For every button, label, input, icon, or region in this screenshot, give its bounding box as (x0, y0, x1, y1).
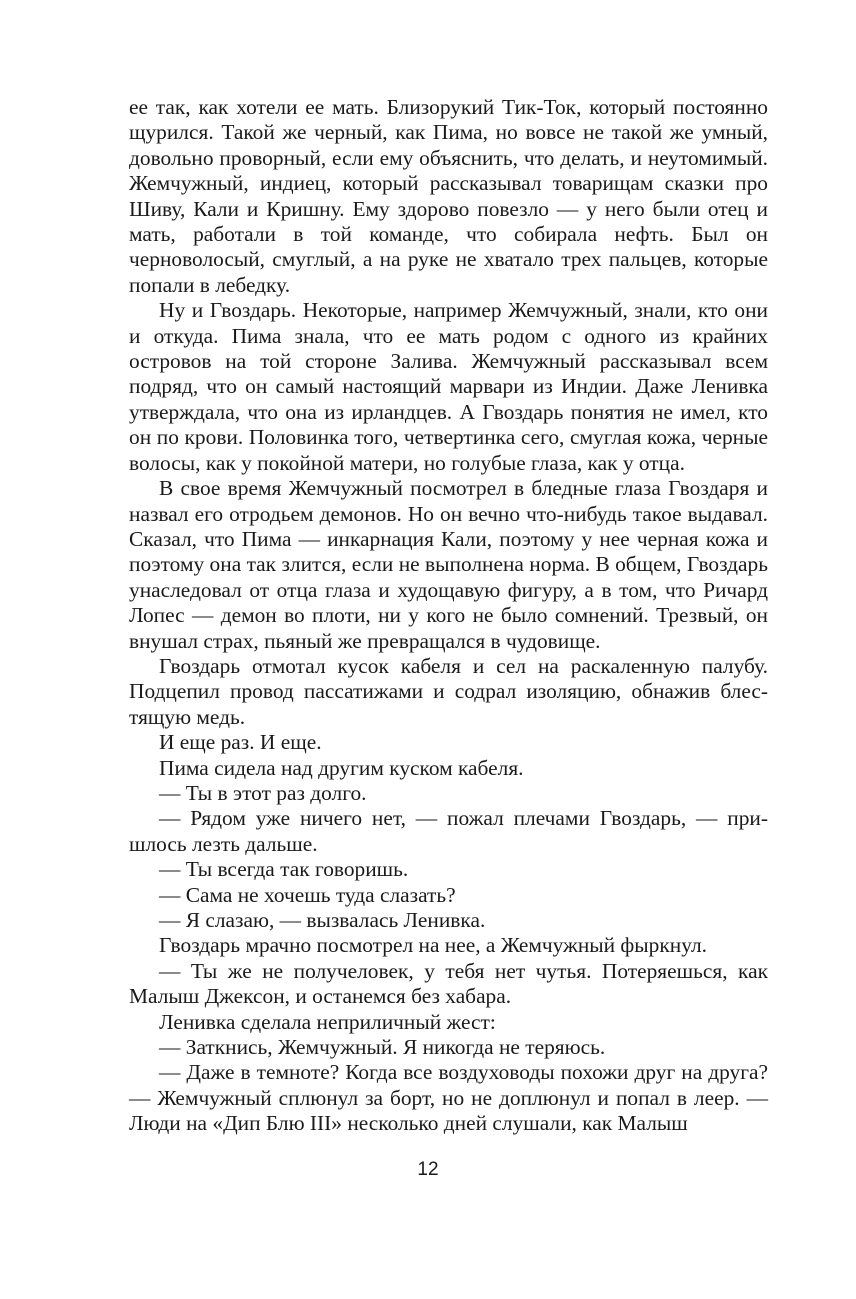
paragraph: И еще раз. И еще. (159, 730, 322, 755)
dialogue-line: — Сама не хочешь туда слазать? (159, 882, 456, 907)
dialogue-line: — Я слазаю, — вызвалась Ленивка. (159, 908, 486, 932)
dialogue-line: — Даже в темноте? Когда все воздуховоды похожи друг на друга? — Жемчужный сплюнул за борт, но не доплюнул и попал в леер. — Люди на «Дип Блю III» несколько дней слушали, как Малыш (129, 1060, 768, 1136)
dialogue-line: — Ты же не получеловек, у тебя нет чутья. Потеряешься, как Малыш Джексон, и останемся без хабара. (129, 958, 768, 1009)
paragraph: Ну и Гвоздарь. Некоторые, например Жемчужный, знали, кто они и откуда. Пима знала, что ее мать родом с одного из крайних островов на той стороне Залива. Жемчужный рассказывал всем подряд, что он самый настоящий марвари из Индии. Даже Ленивка утверждала, что она из ирландцев. А Гвоздарь понятия не имел, кто он по крови. Половинка того, четвертинка сего, смуглая кожа, черные волосы, как у покойной матери, но голубые глаза, как у отца. (129, 298, 768, 475)
body-text (129, 95, 768, 1137)
dialogue-line: — Ты в этот раз долго. (159, 780, 367, 805)
paragraph: Пима сидела над другим куском кабеля. (159, 755, 524, 780)
dialogue-line: — Заткнись, Жемчужный. Я никогда не теряюсь. (159, 1035, 606, 1060)
page-number: 12 (417, 1159, 439, 1180)
paragraph: Гвоздарь отмотал кусок кабеля и сел на раскаленную палубу. Подцепил провод пассатижами и содрал изоляцию, обнажив блестящую медь. (129, 653, 768, 729)
paragraph: Гвоздарь мрачно посмотрел на нее, а Жемчужный фыркнул. (159, 933, 707, 958)
paragraph: В свое время Жемчужный посмотрел в бледные глаза Гвоздаря и назвал его отродьем демонов. Но он вечно что-нибудь такое выдавал. Сказал, что Пима — инкарнация Кали, поэтому у нее черная кожа и поэтому она так злится, если не выполнена норма. В общем, Гвоздарь унаследовал от отца глаза и худощавую фигуру, а в том, что Ричард Лопес — демон во плоти, ни у кого не было сомнений. Трезвый, он внушал страх, пьяный же превращался в чудовище. (129, 476, 768, 653)
paragraph: ее так, как хотели ее мать. Близорукий Тик-Ток, который постоянно щурился. Такой же черный, как Пима, но вовсе не такой же умный, довольно проворный, если ему объяснить, что делать, и неутомимый. Жемчужный, индиец, который рассказывал товарищам сказки про Шиву, Кали и Кришну. Ему здорово повезло — у него были отец и мать, работали в той команде, что собирала нефть. Был он черноволосый, смуглый, а на руке не хватало трех пальцев, которые попали в лебедку. (129, 95, 768, 297)
dialogue-line: — Ты всегда так говоришь. (159, 857, 409, 882)
dialogue-line: — Рядом уже ничего нет, — пожал плечами Гвоздарь, — пришлось лезть дальше. (129, 806, 768, 856)
paragraph: Ленивка сделала неприличный жест: (159, 1009, 496, 1034)
